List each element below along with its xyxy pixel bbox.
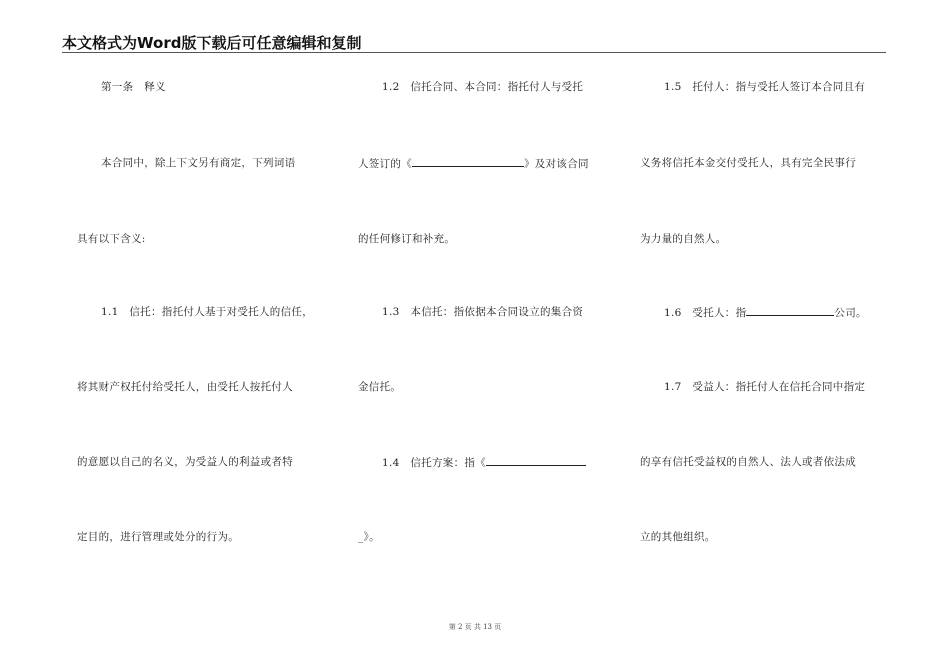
text-line: _》。	[358, 531, 380, 543]
text-line: 定目的，进行管理或处分的行为。	[77, 531, 239, 543]
page-number: 第 2 页 共 13 页	[448, 623, 502, 631]
text-line: 1.5 托付人：指与受托人签订本合同且有	[664, 81, 866, 93]
text-line: 1.1 信托：指托付人基于对受托人的信任，	[101, 306, 313, 318]
fill-in-blank	[412, 156, 524, 167]
text-line: 义务将信托本金交付受托人，具有完全民事行	[640, 157, 856, 169]
text-line: 立的其他组织。	[640, 531, 716, 543]
fill-in-blank	[746, 305, 834, 316]
text-line: 为力量的自然人。	[640, 233, 727, 245]
text-segment: 公司。	[834, 307, 867, 319]
text-line: 1.3 本信托：指依据本合同设立的集合资	[382, 306, 584, 318]
text-line: 1.2 信托合同、本合同：指托付人与受托	[382, 81, 584, 93]
text-line-with-blank	[640, 305, 867, 320]
text-line-with-blank	[358, 156, 589, 171]
text-line: 金信托。	[358, 381, 402, 393]
text-segment: 1.4 信托方案：指《	[382, 457, 486, 469]
text-line: 1.7 受益人：指托付人在信托合同中指定	[664, 381, 866, 393]
text-line: 本合同中，除上下文另有商定，下列词语	[101, 157, 296, 169]
document-header-title: 本文格式为Word版下载后可任意编辑和复制	[62, 34, 362, 52]
header-divider	[62, 52, 886, 53]
text-line: 的享有信托受益权的自然人、法人或者依法成	[640, 456, 856, 468]
text-line: 具有以下含义:	[77, 233, 146, 245]
text-line-with-blank	[358, 455, 586, 470]
text-line: 的任何修订和补充。	[358, 233, 456, 245]
fill-in-blank	[486, 455, 586, 466]
text-segment: 人签订的《	[358, 158, 412, 170]
text-segment: 》及对该合同	[524, 158, 589, 170]
text-segment: 1.6 受托人：指	[664, 307, 747, 319]
text-line: 将其财产权托付给受托人，由受托人按托付人	[77, 381, 293, 393]
text-line: 的意愿以自己的名义，为受益人的利益或者特	[77, 456, 293, 468]
article-heading: 第一条 释义	[101, 81, 166, 93]
